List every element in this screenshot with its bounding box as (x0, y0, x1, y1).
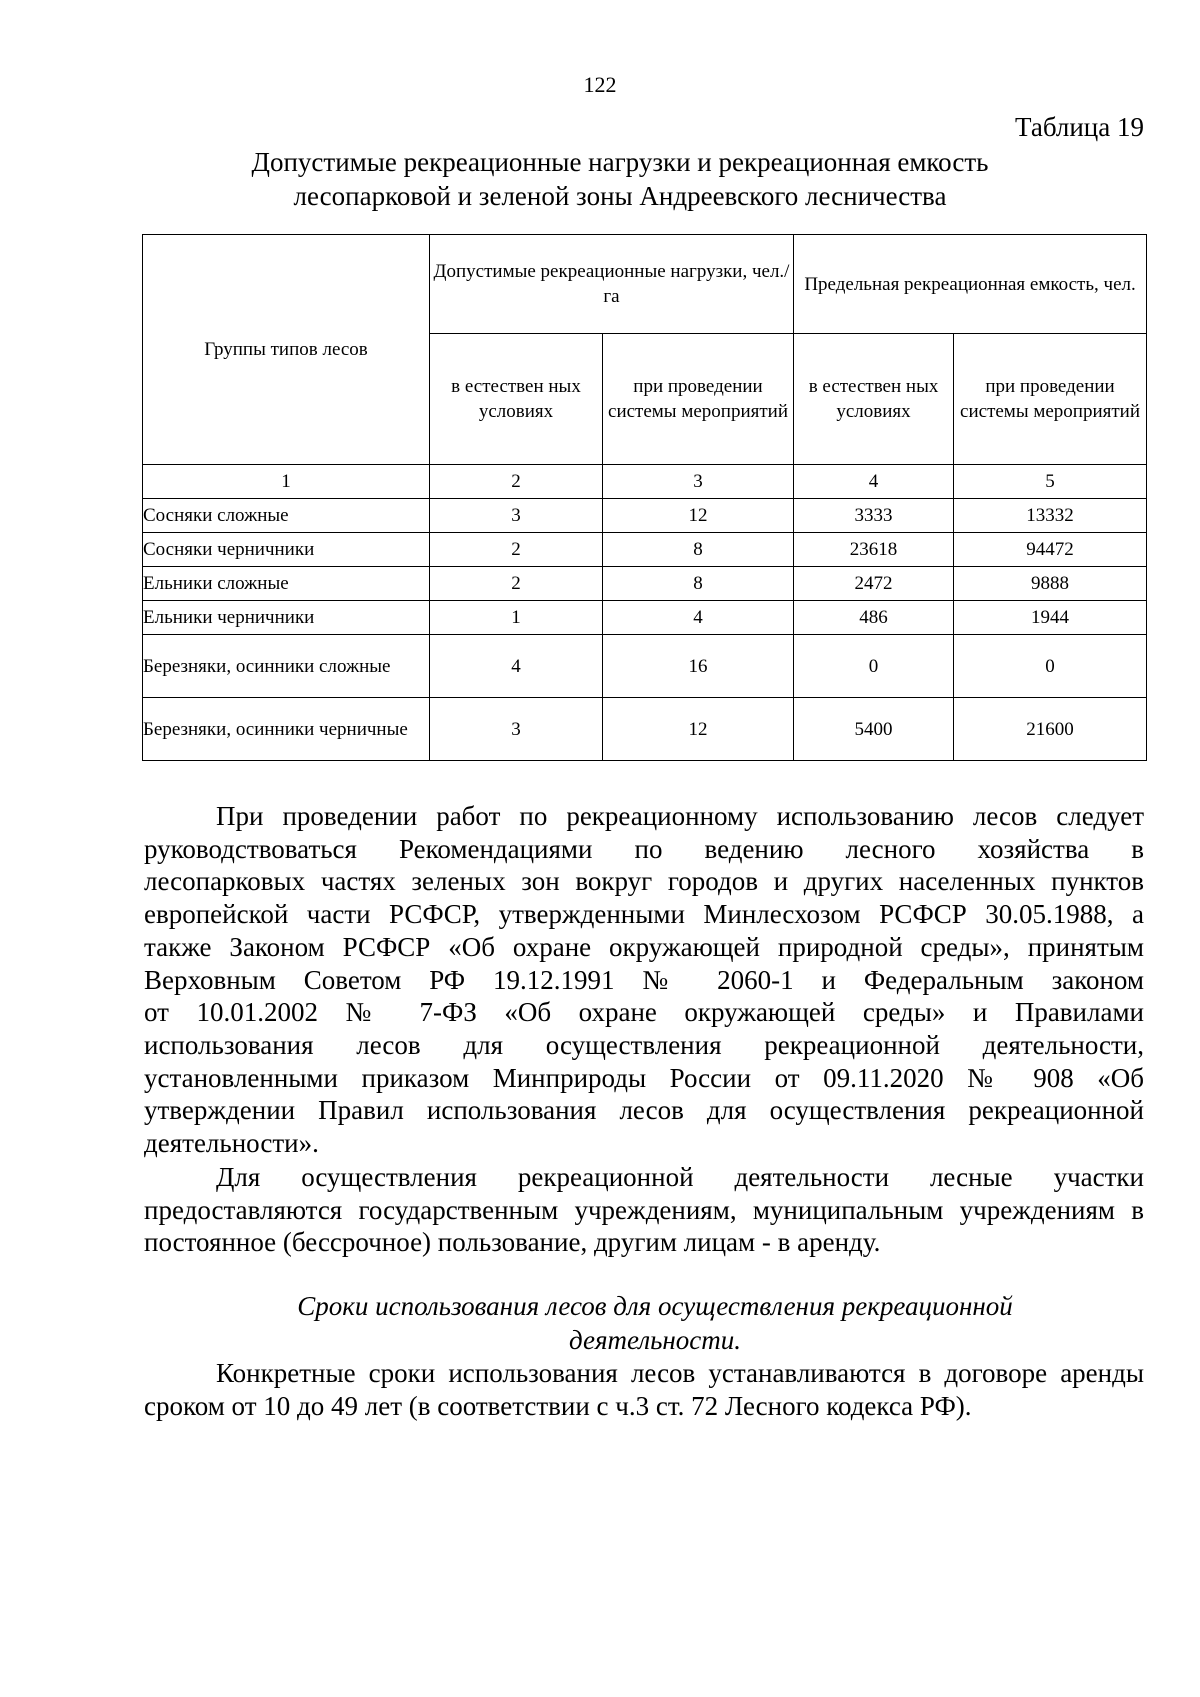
cell-value: 8 (603, 533, 794, 567)
cell-value: 0 (954, 635, 1147, 698)
column-number-row (143, 465, 1147, 499)
cell-value: 1 (430, 601, 603, 635)
cell-value: 12 (603, 698, 794, 761)
paragraph-line: руководствоваться Рекомендациями по ведению лесного хозяйства в (144, 833, 1144, 864)
table-row (143, 601, 1147, 635)
cell-value: 2 (430, 533, 603, 567)
cell-value: 4 (430, 635, 603, 698)
cell-value: 23618 (794, 533, 954, 567)
cell-value: 13332 (954, 499, 1147, 533)
paragraph-line: также Законом РСФСР «Об охране окружающей природной среды», принятым (144, 931, 1144, 962)
cell-value: 5400 (794, 698, 954, 761)
cell-value: 3 (430, 499, 603, 533)
subheader-measures-loads: при проведении системы мероприятий (603, 334, 794, 465)
cell-value: 2472 (794, 567, 954, 601)
cell-value: 1944 (954, 601, 1147, 635)
paragraph-line: установленными приказом Минприроды России от 09.11.2020 № 908 «Об (144, 1062, 1144, 1093)
row-label: Ельники черничники (143, 601, 430, 635)
section-heading-line-1: Сроки использования лесов для осуществления рекреационной (297, 1291, 1013, 1321)
subheader-natural-capacity: в естествен ных условиях (794, 334, 954, 465)
cell-value: 2 (430, 567, 603, 601)
paragraph-line: европейской части РСФСР, утвержденными Минлесхозом РСФСР 30.05.1988, а (144, 899, 1144, 930)
header-capacity: Предельная рекреационная емкость, чел. (794, 235, 1147, 334)
paragraph-line: сроком от 10 до 49 лет (в соответствии с ч.3 ст. 72 Лесного кодекса РФ). (144, 1390, 972, 1421)
section-heading-line-2: деятельности. (568, 1325, 742, 1355)
table-row (143, 499, 1147, 533)
row-label: Сосняки черничники (143, 533, 430, 567)
page-number: 122 (583, 72, 617, 97)
table-title-line-2: лесопарковой и зеленой зоны Андреевского лесничества (293, 181, 947, 211)
paragraph-line: Конкретные сроки использования лесов устанавливаются в договоре аренды (216, 1358, 1144, 1388)
cell-value: 4 (603, 601, 794, 635)
paragraph-line: утверждении Правил использования лесов для осуществления рекреационной (144, 1095, 1144, 1126)
paragraph-line: Для осуществления рекреационной деятельности лесные участки (216, 1162, 1144, 1192)
table-row (143, 635, 1147, 698)
header-forest-groups: Группы типов лесов (143, 235, 430, 465)
col-number: 2 (430, 465, 603, 499)
paragraph-line: деятельности». (144, 1128, 319, 1159)
row-label: Березняки, осинники черничные (143, 698, 430, 761)
col-number: 1 (143, 465, 430, 499)
paragraph-line: использования лесов для осуществления рекреационной деятельности, (144, 1029, 1144, 1060)
header-allowed-loads: Допустимые рекреационные нагрузки, чел./га (430, 235, 794, 334)
table-label: Таблица 19 (1015, 112, 1144, 142)
cell-value: 8 (603, 567, 794, 601)
col-number: 5 (954, 465, 1147, 499)
paragraph-terms (144, 1357, 1144, 1422)
table-row (143, 567, 1147, 601)
cell-value: 3333 (794, 499, 954, 533)
cell-value: 21600 (954, 698, 1147, 761)
paragraph-line: предоставляются государственным учреждениям, муниципальным учреждениям в (144, 1194, 1144, 1225)
col-number: 3 (603, 465, 794, 499)
cell-value: 16 (603, 635, 794, 698)
cell-value: 486 (794, 601, 954, 635)
paragraph-line: Верховным Советом РФ 19.12.1991 № 2060-1 и Федеральным законом (144, 964, 1144, 995)
cell-value: 3 (430, 698, 603, 761)
row-label: Сосняки сложные (143, 499, 430, 533)
paragraph-line: При проведении работ по рекреационному использованию лесов следует (216, 801, 1144, 831)
table-row (143, 698, 1147, 761)
paragraph-land-provision (144, 1161, 1144, 1259)
paragraph-recommendations (144, 800, 1144, 1160)
subheader-natural-loads: в естествен ных условиях (430, 334, 603, 465)
paragraph-line: от 10.01.2002 № 7-ФЗ «Об охране окружающей среды» и Правилами (144, 997, 1144, 1028)
cell-value: 9888 (954, 567, 1147, 601)
table-row (143, 533, 1147, 567)
subheader-measures-capacity: при проведении системы мероприятий (954, 334, 1147, 465)
cell-value: 12 (603, 499, 794, 533)
cell-value: 0 (794, 635, 954, 698)
col-number: 4 (794, 465, 954, 499)
paragraph-line: постоянное (бессрочное) пользование, другим лицам - в аренду. (144, 1227, 881, 1258)
cell-value: 94472 (954, 533, 1147, 567)
row-label: Березняки, осинники сложные (143, 635, 430, 698)
table-title-line-1: Допустимые рекреационные нагрузки и рекреационная емкость (251, 147, 989, 177)
recreation-table (142, 234, 1147, 761)
paragraph-line: лесопарковых частях зеленых зон вокруг городов и других населенных пунктов (144, 866, 1144, 897)
row-label: Ельники сложные (143, 567, 430, 601)
